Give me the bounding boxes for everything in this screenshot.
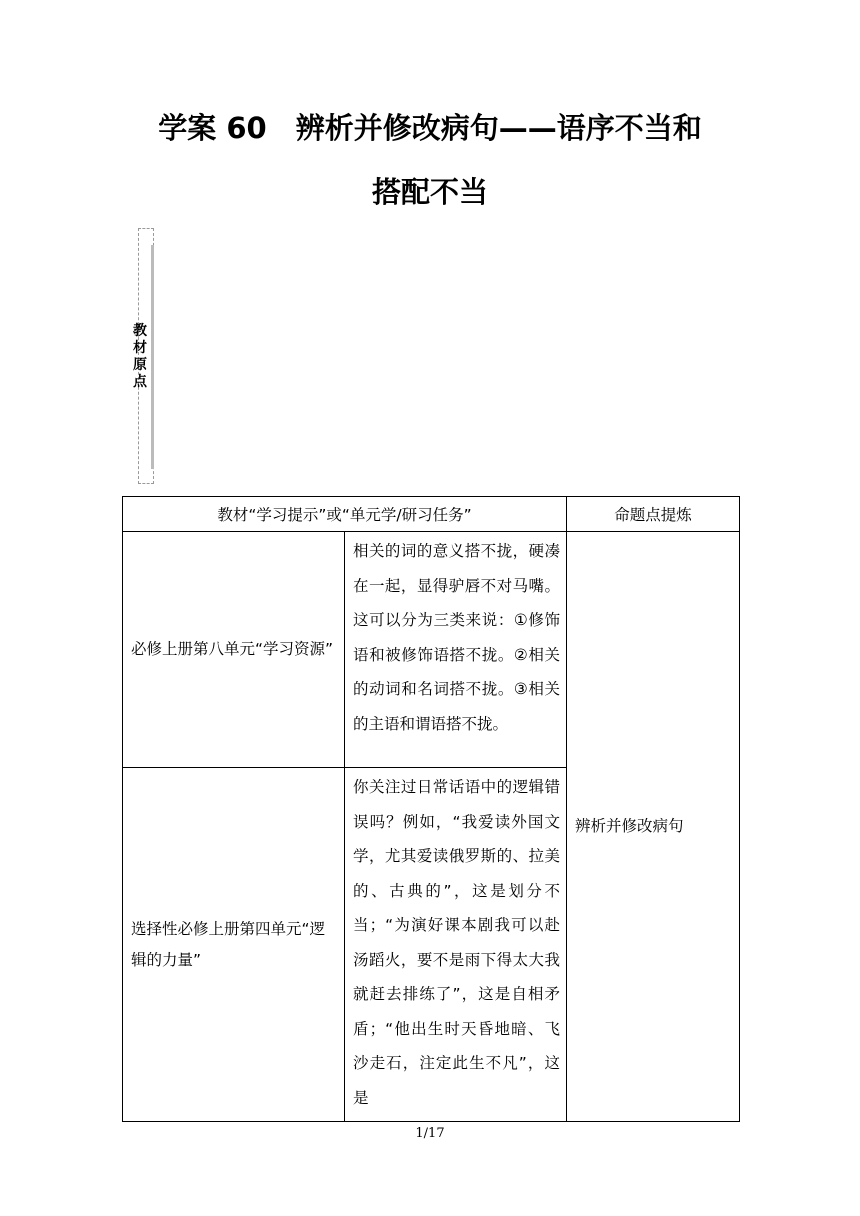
header-source-task: 教材“学习提示”或“单元学/研习任务”	[123, 497, 567, 532]
row-source: 选择性必修上册第四单元“逻辑的力量”	[123, 768, 345, 1122]
table-row	[123, 532, 740, 768]
table-header-row	[123, 497, 740, 532]
header-point: 命题点提炼	[567, 497, 740, 532]
point-cell: 辨析并修改病句	[567, 532, 740, 1122]
page-number: 1/17	[415, 1126, 445, 1141]
row-source: 必修上册第八单元“学习资源”	[123, 532, 345, 768]
page-title-line-2: 搭配不当	[371, 175, 488, 209]
side-label-bar	[151, 245, 154, 469]
row-content: 你关注过日常话语中的逻辑错误吗？例如，“我爱读外国文学，尤其爱读俄罗斯的、拉美的、古典的”，这是划分不当；“为演好课本剧我可以赴汤蹈火，要不是雨下得太大我就赶去排练了”，这是自相矛盾；“他出生时天昏地暗、飞沙走石，注定此生不凡”，这是	[345, 768, 567, 1122]
side-label-text: 教材原点	[133, 323, 147, 390]
content-table	[122, 496, 740, 1122]
side-label-box	[133, 228, 154, 484]
row-content: 相关的词的意义搭不拢，硬凑在一起，显得驴唇不对马嘴。这可以分为三类来说：①修饰语和被修饰语搭不拢。②相关的动词和名词搭不拢。③相关的主语和谓语搭不拢。	[345, 532, 567, 768]
page-title-line-1: 学案 60 辨析并修改病句——语序不当和	[158, 111, 702, 145]
